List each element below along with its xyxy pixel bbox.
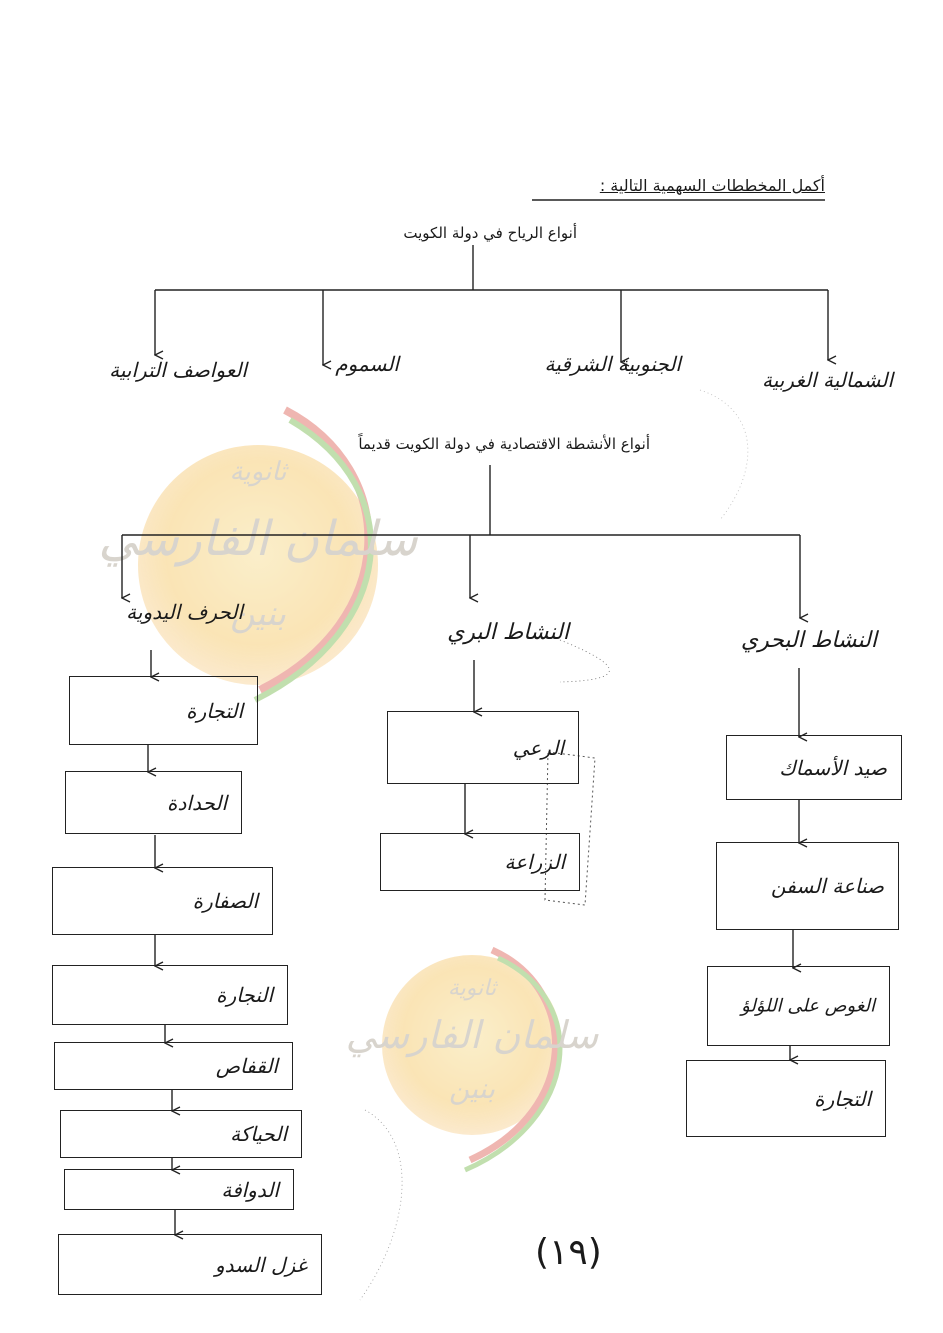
marine-item-label: صناعة السفن [771,874,884,898]
craft-item-box [64,1169,294,1210]
worksheet-heading: أكمل المخططات السهمية التالية : [599,176,825,195]
marine-item-box [686,1060,886,1137]
marine-item-label: التجارة [814,1086,871,1111]
craft-item-label: الحدادة [167,790,227,815]
winds-root-label: أنواع الرياح في دولة الكويت [403,224,577,242]
svg-text:ثانوية: ثانوية [229,457,287,487]
land-item-label: الرعي [512,735,564,760]
svg-text:بنين: بنين [448,1072,496,1105]
wind-dust-storms-label: العواصف الترابية [109,358,247,382]
activities-root-label: أنواع الأنشطة الاقتصادية في دولة الكويت قديماً [358,435,650,453]
craft-item-label: النجارة [216,983,273,1007]
craft-item-box [60,1110,302,1158]
svg-text:بنين: بنين [230,594,286,634]
craft-item-label: الصفارة [192,889,258,913]
marine-item-label: صيد الأسماك [779,755,887,780]
watermark-logo-bottom [346,950,600,1170]
wind-southeast-label: الجنوبية الشرقية [544,352,681,376]
activity-crafts-label: الحرف اليدوية [126,600,243,624]
wind-simoom-label: السموم [335,352,399,376]
craft-item-box [52,867,273,935]
marine-item-box [716,842,899,930]
craft-item-label: التجارة [186,698,243,723]
activity-land-label: النشاط البري [447,620,569,645]
page-number: (١٩) [535,1232,602,1273]
land-item-label: الزراعة [504,850,565,874]
watermark-logo-top [98,410,418,700]
craft-item-label: غزل السدو [214,1252,307,1277]
land-item-box [387,711,579,784]
marine-item-box [707,966,890,1046]
land-item-box [380,833,580,891]
craft-item-label: الدوافة [221,1177,279,1202]
craft-item-box [58,1234,322,1295]
svg-text:سلمان الفارسي: سلمان الفارسي [98,511,418,567]
craft-item-box [65,771,242,834]
wind-northwest-label: الشمالية الغربية [761,368,893,392]
marine-item-box [726,735,902,800]
svg-text:ثانوية: ثانوية [447,976,497,1001]
craft-item-label: القفاص [215,1054,278,1078]
activity-marine-label: النشاط البحري [740,628,877,653]
craft-item-box [52,965,288,1025]
svg-text:سلمان الفارسي: سلمان الفارسي [345,1013,599,1057]
craft-item-box [69,676,258,745]
craft-item-box [54,1042,293,1090]
craft-item-label: الحياكة [230,1122,287,1146]
marine-item-label: الغوص على اللؤلؤ [741,995,875,1017]
